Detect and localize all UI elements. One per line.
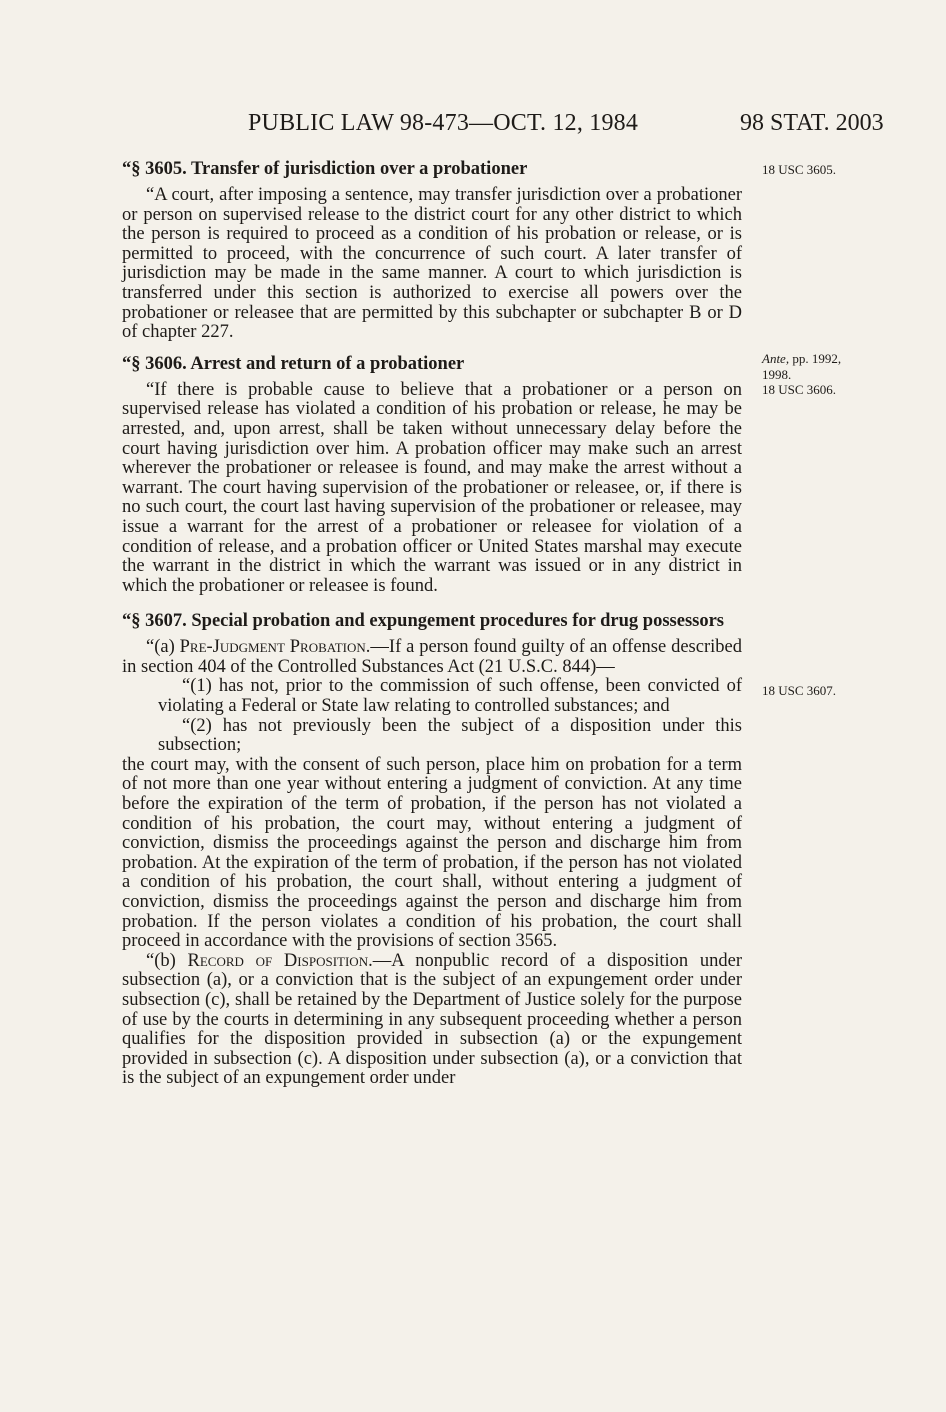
margin-note-ante	[762, 352, 841, 366]
page-header	[0, 110, 946, 144]
section-heading-3605: “§ 3605. Transfer of jurisdiction over a probationer	[122, 159, 528, 179]
margin-note-ante-year: 1998.	[762, 367, 792, 382]
section-3606	[122, 353, 742, 597]
subsection-a-caption: Pre-Judgment Probation	[179, 637, 366, 658]
paragraph-a1: “(1) has not, prior to the commission of such offense, been convicted of violating a Federal or State law relating to controlled substances; and	[158, 676, 742, 717]
subsection-a-prefix: “(a)	[146, 637, 180, 658]
section-3607	[122, 610, 742, 1089]
margin-note-3606: 18 USC 3606.	[762, 382, 837, 397]
margin-note-3607: 18 USC 3607.	[762, 683, 837, 698]
subsection-a	[122, 638, 742, 677]
section-heading-3606: “§ 3606. Arrest and return of a probationer	[122, 353, 465, 374]
paragraph-a2: “(2) has not previously been the subject of a disposition under this subsection;	[158, 715, 742, 756]
ante-italic: Ante,	[762, 351, 790, 366]
subsection-b	[122, 952, 742, 1089]
subsection-a-continuation: the court may, with the consent of such person, place him on probation for a term of not more than one year without entering a judgment of conviction. At any time before the expiration of the term of probation, if the person has not violated a condition of his probation, the court may, without entering a judgment of conviction, dismiss the proceedings against the person and discharge him from probation. At the expiration of the term of probation, if the person has not violated a condition of his probation, the court shall, without entering a judgment of conviction, dismiss the proceedings against the person and discharge him from probation. If the person violates a condition of his probation, the court shall proceed in accordance with the provisions of section 3565.	[122, 754, 742, 952]
subsection-b-prefix: “(b)	[146, 950, 188, 971]
stat-page-number: 98 STAT. 2003	[740, 110, 884, 136]
ante-pages: pp. 1992,	[789, 351, 842, 366]
section-body-3605: “A court, after imposing a sentence, may transfer jurisdiction over a probationer or person on supervised release to the district court for any other district to which the person is required to proceed as a condition of his probation or release, or is permitted to proceed, with the concurrence of such court. A later transfer of jurisdiction may be made in the same manner. A court to which jurisdiction is transferred under this section is authorized to exercise all powers over the probationer or releasee that are permitted by this subchapter or subchapter B or D of chapter 227.	[122, 185, 742, 343]
subsection-b-caption: Record of Disposition	[187, 950, 369, 971]
section-body-3606: “If there is probable cause to believe that a probationer or a person on supervised release has violated a condition of his probation or release, he may be arrested, and, upon arrest, shall be taken without unnecessary delay before the court having jurisdiction over him. A probation officer may make such an arrest wherever the probationer or releasee is found, and may make the arrest without a warrant. The court having supervision of the probationer or releasee, or, if there is no such court, the court last having supervision of the probationer or releasee, may issue a warrant for the arrest of a probationer or releasee for violation of a condition of release, and a probation officer or United States marshal may execute the warrant in the district in which the warrant was issued or in any district in which the probationer or releasee is found.	[122, 379, 742, 596]
running-title: PUBLIC LAW 98-473—OCT. 12, 1984	[248, 110, 639, 136]
subsection-b-text: .—A nonpublic record of a disposition under subsection (a), or a conviction that is the subject of an expungement order under subsection (c), shall be retained by the Department of Justice solely for the purpose of use by the courts in determining in any subsequent proceeding whether a person qualifies for the disposition provided in subsection (a) or the expungement provided in subsection (c). A disposition under subsection (a), or a conviction that is the subject of an expungement order under	[122, 950, 742, 1089]
section-3605	[122, 158, 742, 343]
subsection-a-text: .—If a person found guilty of an offense described in section 404 of the Controlled Substances Act (21 U.S.C. 844)—	[122, 637, 742, 677]
main-text	[122, 158, 742, 1089]
section-heading-3607: “§ 3607. Special probation and expungement procedures for drug possessors	[122, 611, 724, 632]
margin-note-3605: 18 USC 3605.	[762, 162, 837, 177]
